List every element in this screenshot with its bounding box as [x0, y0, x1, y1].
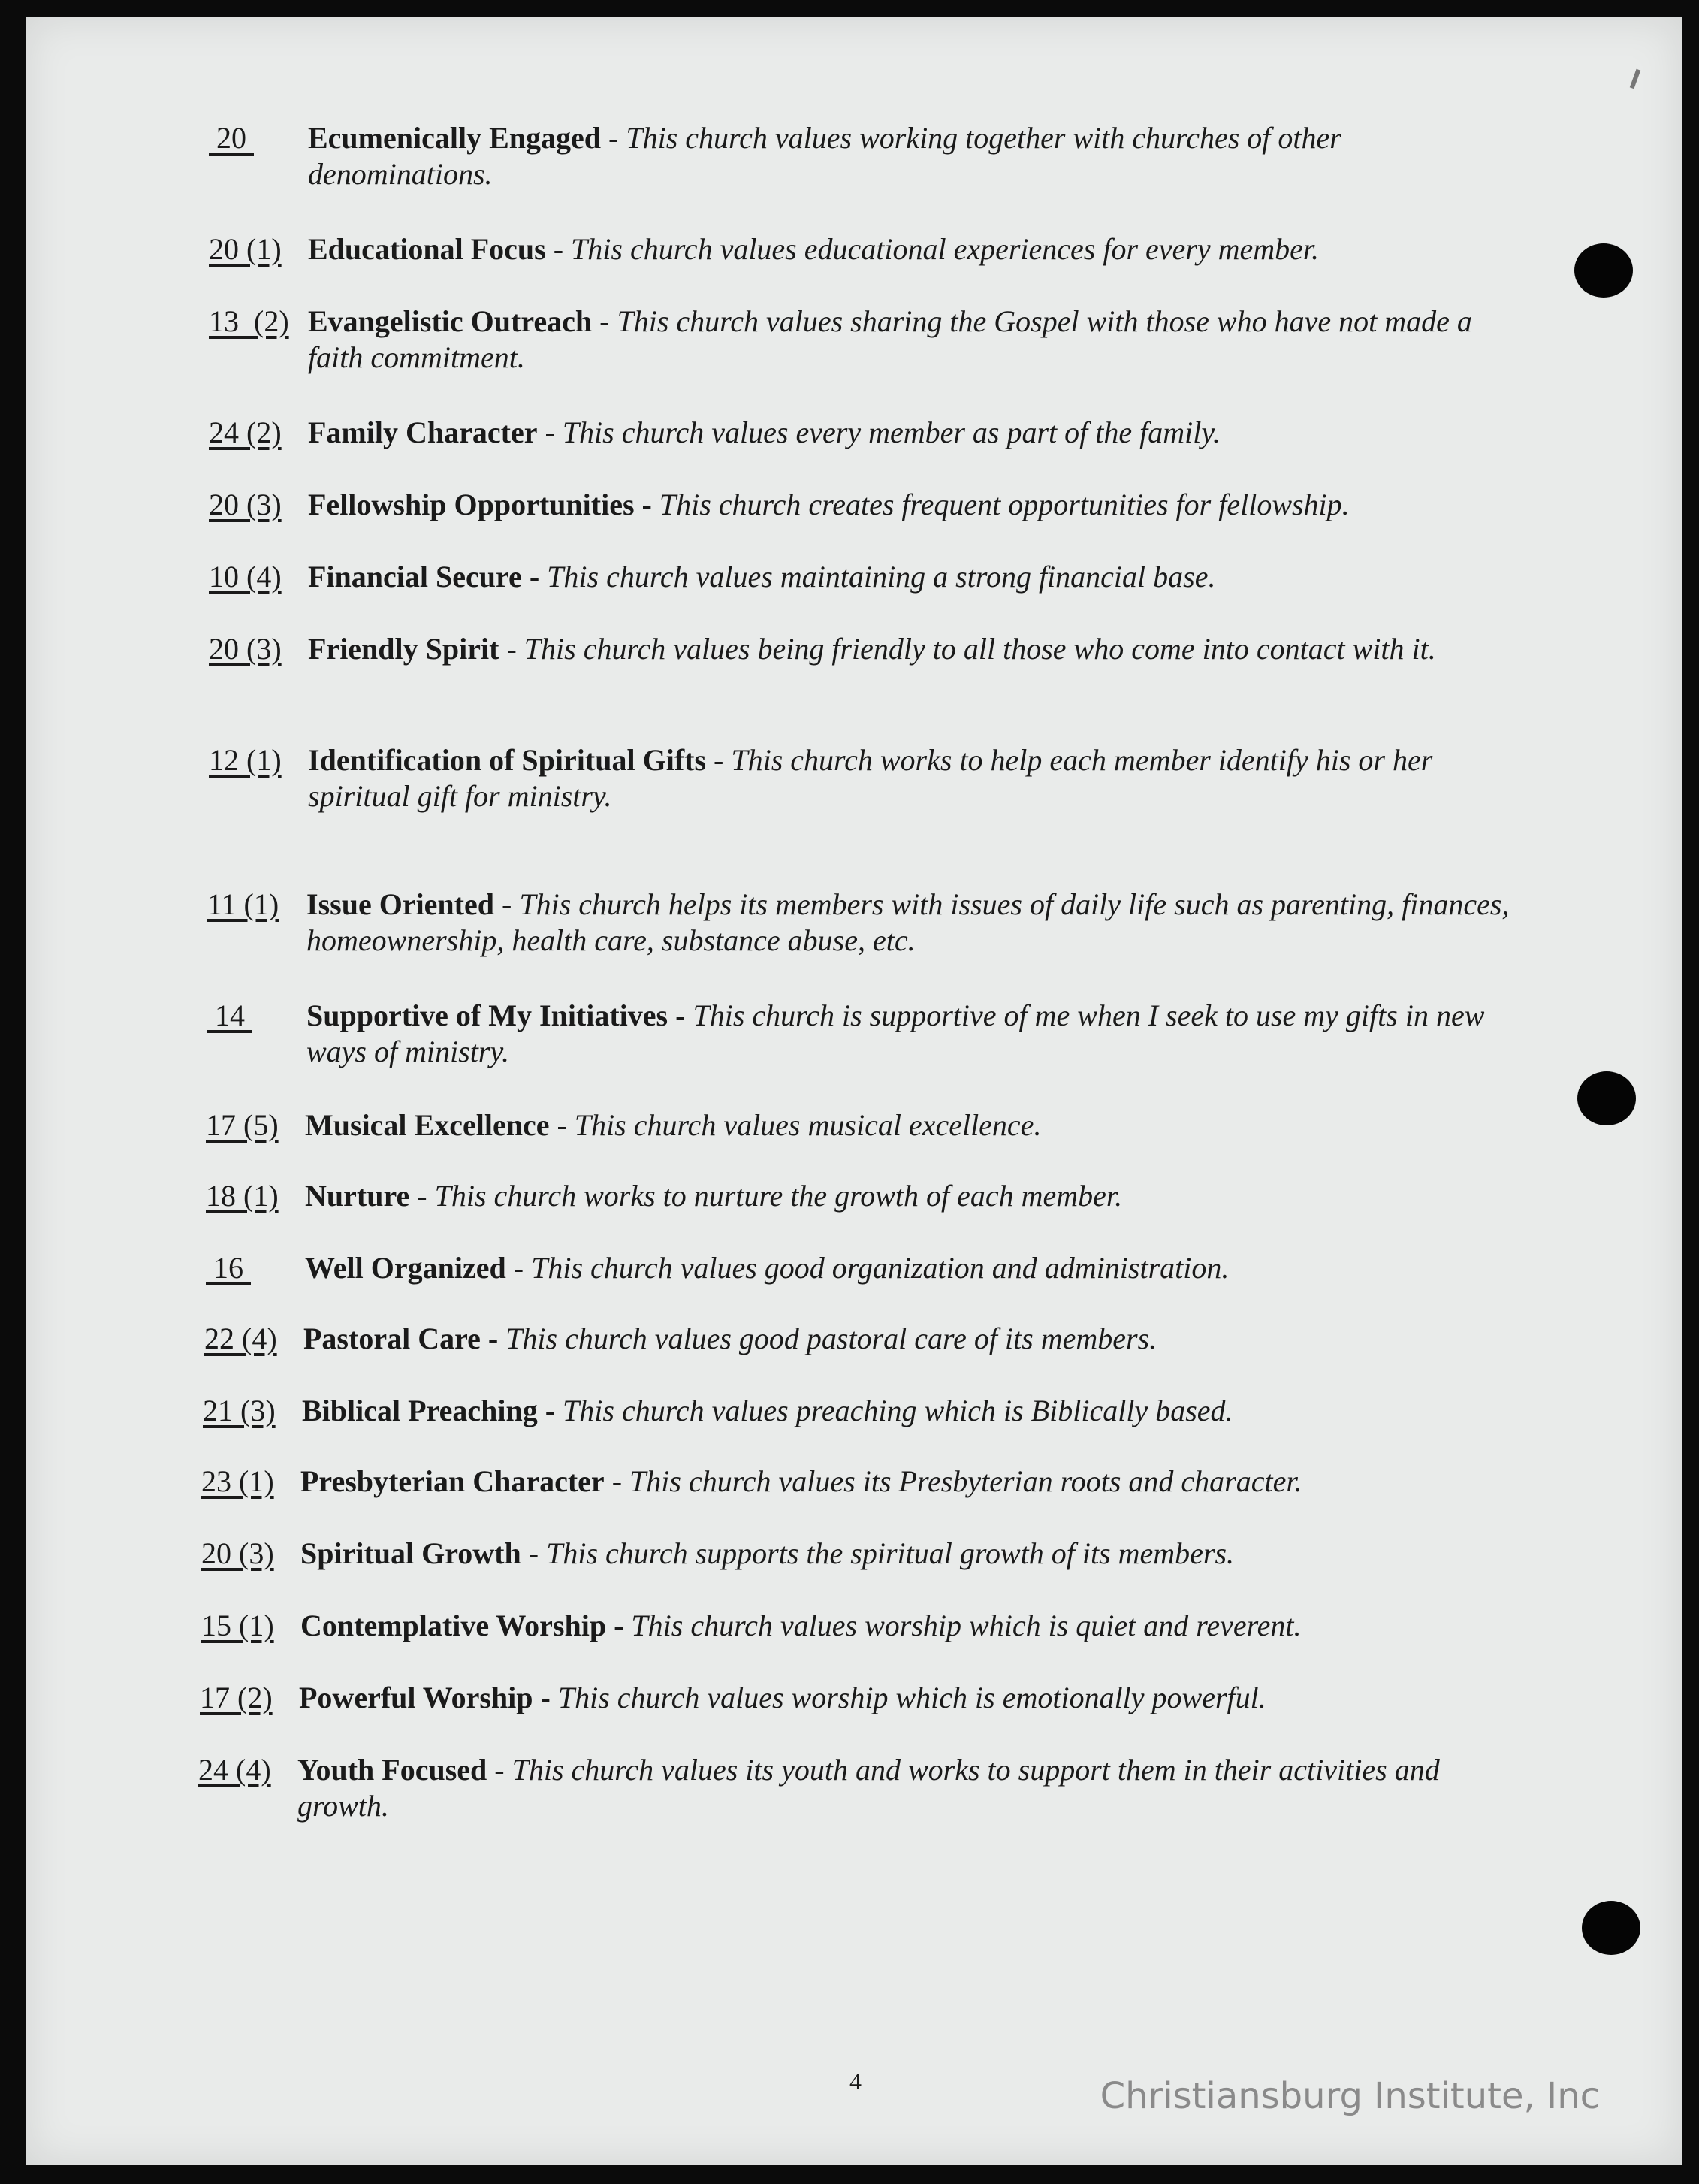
entry-description: This church values worship which is quiet and reverent. — [631, 1609, 1302, 1642]
entry-text — [305, 1107, 1522, 1143]
entry-title: Powerful Worship — [299, 1681, 533, 1714]
entry-text — [305, 1250, 1522, 1286]
entry-title: Presbyterian Character — [300, 1464, 605, 1498]
entry-title: Issue Oriented — [306, 887, 494, 921]
entry-text — [308, 487, 1525, 523]
entry-score: 11 (1) — [207, 887, 279, 921]
entry-description: This church values sharing the Gospel with those who have not made a faith commitment. — [308, 304, 1472, 374]
entry-description: This church values every member as part of the family. — [562, 415, 1221, 449]
paper-page — [26, 17, 1682, 2165]
entry-text — [308, 559, 1525, 595]
entry-score: 20 (3) — [201, 1536, 274, 1570]
entry-separator: - — [505, 1251, 532, 1285]
entry-separator: - — [606, 1609, 632, 1642]
entry-text — [308, 304, 1525, 376]
entry-separator: - — [604, 1464, 630, 1498]
entry-separator: - — [592, 304, 617, 338]
entry-description: This church values working together with churches of other denominations. — [308, 121, 1341, 191]
entry-title: Pastoral Care — [303, 1322, 481, 1355]
entry-score: 17 (2) — [200, 1681, 273, 1714]
entry-score: 14 — [207, 998, 252, 1032]
entry-text — [306, 998, 1523, 1070]
entry-separator: - — [409, 1179, 435, 1213]
entry-separator: - — [634, 488, 659, 521]
page-number: 4 — [850, 2068, 862, 2095]
entry-text — [308, 631, 1525, 667]
entry-description: This church values good organization and administration. — [531, 1251, 1230, 1285]
entry-title: Family Character — [308, 415, 538, 449]
entry-separator: - — [499, 632, 524, 666]
entry-description: This church values educational experiences for every member. — [571, 232, 1320, 266]
entry-title: Evangelistic Outreach — [308, 304, 593, 338]
entry-separator: - — [533, 1681, 558, 1714]
entry-description: This church values being friendly to all those who come into contact with it. — [524, 632, 1436, 666]
value-list — [26, 17, 1682, 2165]
entry-description: This church values good pastoral care of its members. — [505, 1322, 1157, 1355]
entry-title: Identification of Spiritual Gifts — [308, 743, 707, 777]
entry-text — [303, 1321, 1520, 1357]
entry-description: This church is supportive of me when I seek to use my gifts in new ways of ministry. — [306, 998, 1485, 1068]
entry-score: 12 (1) — [209, 743, 282, 777]
entry-description: This church values its Presbyterian roots and character. — [629, 1464, 1302, 1498]
entry-separator: - — [521, 560, 548, 594]
entry-separator: - — [487, 1753, 512, 1787]
entry-title: Well Organized — [305, 1251, 506, 1285]
entry-title: Fellowship Opportunities — [308, 488, 635, 521]
entry-text — [302, 1393, 1519, 1429]
entry-description: This church values its youth and works to support them in their activities and growth. — [297, 1753, 1440, 1823]
entry-text — [300, 1536, 1517, 1572]
entry-title: Biblical Preaching — [302, 1394, 538, 1427]
entry-separator: - — [537, 1394, 563, 1427]
entry-score: 10 (4) — [209, 560, 282, 594]
entry-score: 24 (4) — [198, 1753, 271, 1787]
entry-separator: - — [521, 1536, 547, 1570]
entry-text — [300, 1464, 1517, 1500]
entry-title: Musical Excellence — [305, 1108, 550, 1142]
entry-separator: - — [549, 1108, 575, 1142]
entry-separator: - — [601, 121, 626, 155]
entry-separator: - — [537, 415, 563, 449]
entry-title: Spiritual Growth — [300, 1536, 521, 1570]
entry-text — [308, 742, 1525, 814]
entry-text — [299, 1680, 1516, 1716]
entry-title: Ecumenically Engaged — [308, 121, 602, 155]
entry-score: 20 (3) — [209, 488, 282, 521]
entry-separator: - — [706, 743, 732, 777]
entry-score: 13 (2) — [209, 304, 289, 338]
entry-text — [305, 1178, 1522, 1214]
entry-score: 23 (1) — [201, 1464, 274, 1498]
entry-text — [308, 415, 1525, 451]
entry-description: This church works to help each member identify his or her spiritual gift for ministry. — [308, 743, 1433, 813]
entry-title: Nurture — [305, 1179, 410, 1213]
entry-description: This church works to nurture the growth of each member. — [434, 1179, 1123, 1213]
entry-score: 22 (4) — [204, 1322, 277, 1355]
entry-description: This church values worship which is emotionally powerful. — [557, 1681, 1266, 1714]
entry-title: Contemplative Worship — [300, 1609, 607, 1642]
entry-description: This church values maintaining a strong financial base. — [547, 560, 1216, 594]
entry-description: This church creates frequent opportunities for fellowship. — [659, 488, 1350, 521]
entry-description: This church values preaching which is Biblically based. — [563, 1394, 1233, 1427]
entry-score: 20 — [209, 121, 254, 155]
entry-text — [308, 120, 1525, 192]
watermark: Christiansburg Institute, Inc — [1100, 2075, 1600, 2117]
entry-text — [300, 1608, 1517, 1644]
entry-title: Supportive of My Initiatives — [306, 998, 668, 1032]
entry-separator: - — [668, 998, 693, 1032]
entry-separator: - — [545, 232, 572, 266]
entry-title: Friendly Spirit — [308, 632, 499, 666]
entry-separator: - — [480, 1322, 506, 1355]
entry-score: 16 — [206, 1251, 251, 1285]
entry-separator: - — [494, 887, 520, 921]
entry-score: 24 (2) — [209, 415, 282, 449]
entry-text — [306, 887, 1523, 959]
entry-text — [297, 1752, 1514, 1824]
entry-score: 21 (3) — [203, 1394, 276, 1427]
entry-title: Financial Secure — [308, 560, 522, 594]
entry-score: 20 (3) — [209, 632, 282, 666]
entry-score: 17 (5) — [206, 1108, 279, 1142]
entry-title: Educational Focus — [308, 232, 546, 266]
entry-score: 15 (1) — [201, 1609, 274, 1642]
entry-description: This church helps its members with issues of daily life such as parenting, finances, homeownership, health care, substance abuse, etc. — [306, 887, 1510, 957]
entry-text — [308, 231, 1525, 267]
entry-description: This church supports the spiritual growth of its members. — [546, 1536, 1235, 1570]
entry-title: Youth Focused — [297, 1753, 487, 1787]
entry-score: 20 (1) — [209, 232, 282, 266]
entry-score: 18 (1) — [206, 1179, 279, 1213]
entry-description: This church values musical excellence. — [574, 1108, 1042, 1142]
